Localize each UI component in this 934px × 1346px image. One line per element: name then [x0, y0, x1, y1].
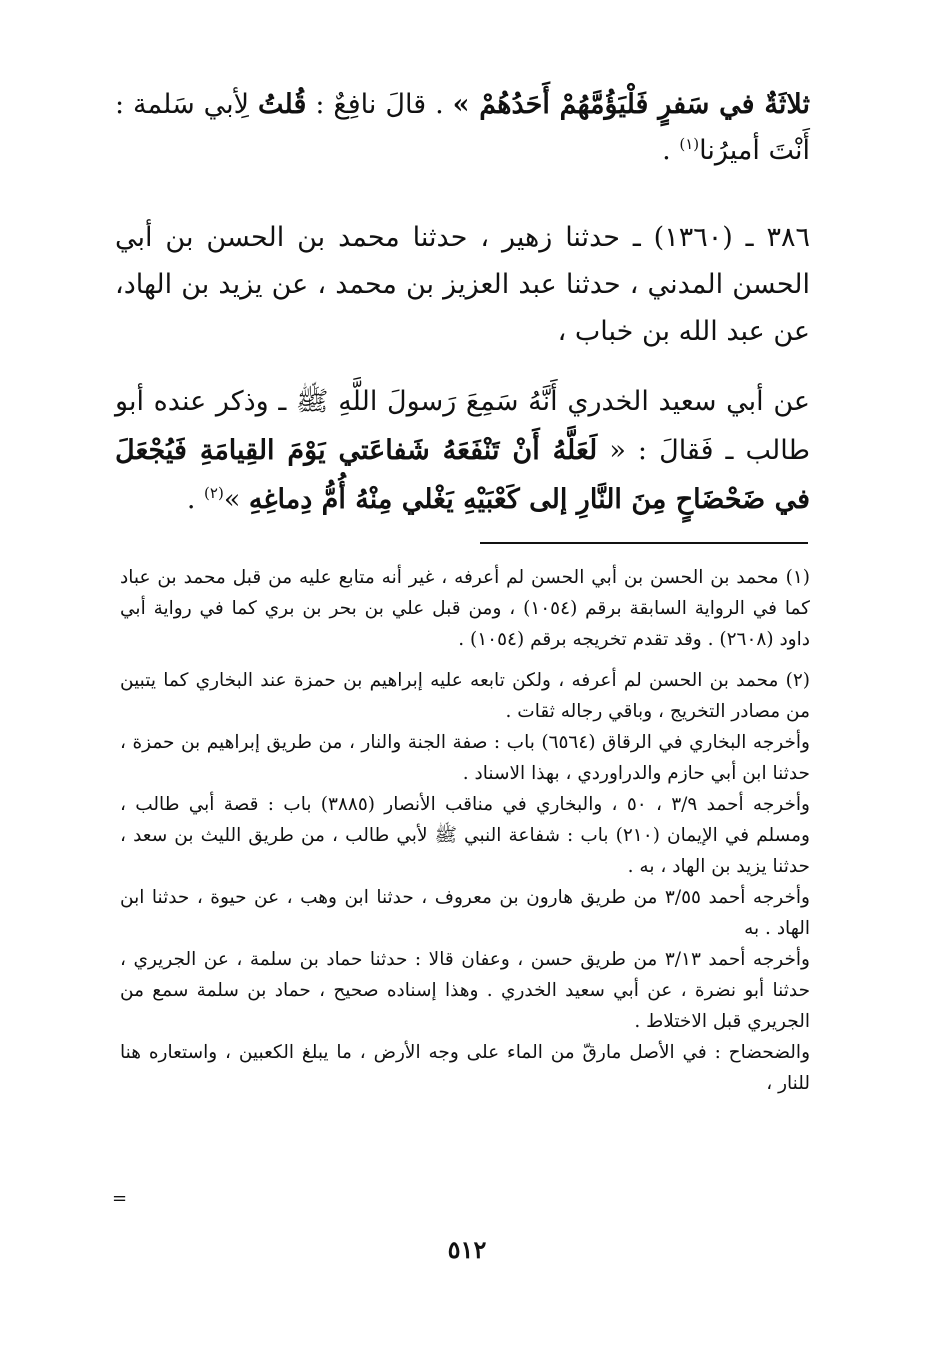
matn-bold: لَعَلَّهُ أَنْ تَنْفَعَهُ شَفاعَتي يَوْمَ القِيامَةِ فَيُجْعَلَ في ضَحْضَاحٍ مِنَ النَّارِ إلى كَعْبَيْهِ يَغْلي مِنْهُ أُمُّ دِماغِهِ: [115, 435, 810, 515]
hadith-386-matn: [115, 377, 810, 524]
matn-end-quote: »: [223, 484, 249, 515]
footnotes: [120, 562, 810, 1099]
footnote-2-ahmad-a: وأخرجه أحمد ٣/٩ ، ٥٠ ، والبخاري في مناقب الأنصار (٣٨٨٥) باب : قصة أبي طالب ، ومسلم في الإيمان (٢١٠) باب : شفاعة النبي ﷺ لأبي طالب ، من طريق الليث بن سعد ، حدثنا يزيد بن الهاد ، به .: [120, 794, 810, 877]
matn-intro: عن أبي سعيد الخدري أَنَّهُ سَمِعَ رَسولَ اللَّهِ ﷺ ـ وذكر عنده أبو طالب ـ فَقالَ : «: [115, 386, 810, 466]
hadith-386-isnad: [115, 214, 810, 355]
footnote-ref-2[interactable]: (٢): [204, 484, 224, 502]
continuation-mark: =: [112, 1188, 128, 1209]
intro-paragraph: [115, 82, 810, 174]
matn-end: .: [186, 484, 205, 515]
page-number: ٥١٢: [447, 1235, 487, 1264]
intro-end: .: [662, 135, 680, 166]
narration-bold: قُلتُ: [258, 89, 307, 120]
narration-text: . قالَ نافِعٌ :: [306, 89, 453, 120]
footnote-2-definition: والضحضاح : في الأصل مارقّ من الماء على وجه الأرض ، ما يبلغ الكعبين ، واستعاره هنا للنار ،: [120, 1042, 810, 1094]
footnote-ref-1[interactable]: (١): [679, 135, 700, 153]
footnote-divider: [480, 542, 808, 544]
footnote-1: (١) محمد بن الحسن بن أبي الحسن لم أعرفه ، غير أنه متابع عليه من قبل محمد بن عباد كما في الرواية السابقة برقم (١٠٥٤) ، ومن قبل علي بن بحر بن بري كما في رواية أبي داود (٢٦٠٨) . وقد تقدم تخريجه برقم (١٠٥٤) .: [120, 567, 810, 650]
narration-text-2: لِأبي سَلمة : أَنْتَ أميرُنا: [115, 89, 810, 166]
footnote-2-ahmad-c: وأخرجه أحمد ٣/١٣ من طريق حسن ، وعفان قالا : حدثنا حماد بن سلمة ، عن الجريري ، حدثنا أبو نضرة ، عن أبي سعيد الخدري . وهذا إسناده صحيح ، حماد بن سلمة سمع من الجريري قبل الاختلاط .: [120, 949, 811, 1032]
isnad-text: ٣٨٦ ـ (١٣٦٠) ـ حدثنا زهير ، حدثنا محمد بن الحسن بن أبي الحسن المدني ، حدثنا عبد العزيز بن محمد ، عن يزيد بن الهاد، عن عبد الله بن خباب ،: [115, 222, 810, 347]
hadith-text-bold: ثلاثَةٌ في سَفرٍ فَلْيَؤُمَّهُمْ أَحَدُهُمْ »: [452, 89, 810, 120]
footnote-2-ahmad-b: وأخرجه أحمد ٣/٥٥ من طريق هارون بن معروف ، حدثنا ابن وهب ، عن حيوة ، حدثنا ابن الهاد . به: [120, 887, 810, 939]
footnote-2-bukhari: وأخرجه البخاري في الرقاق (٦٥٦٤) باب : صفة الجنة والنار ، من طريق إبراهيم بن حمزة ، حدثنا ابن أبي حازم والدراوردي ، بهذا الاسناد .: [120, 732, 810, 784]
footnote-2: (٢) محمد بن الحسن لم أعرفه ، ولكن تابعه عليه إبراهيم بن حمزة عند البخاري كما يتبين من مصادر التخريج ، وباقي رجاله ثقات .: [120, 670, 810, 722]
